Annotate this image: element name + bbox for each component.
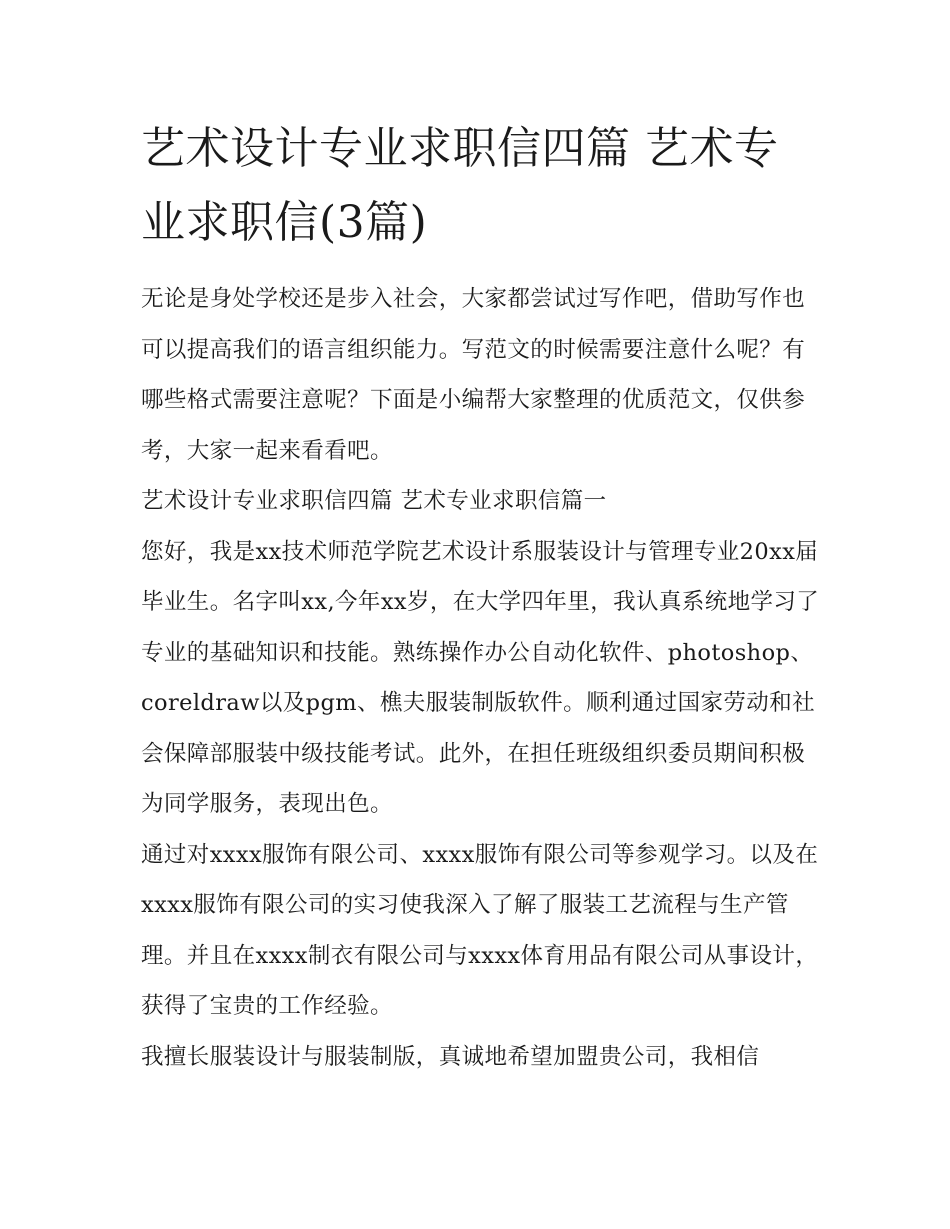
section-heading: 艺术设计专业求职信四篇 艺术专业求职信篇一: [141, 488, 607, 514]
body-paragraph-2: 通过对xxxx服饰有限公司、xxxx服饰有限公司等参观学习。以及在xxxx服饰有限公司的实习使我深入了解了服装工艺流程与生产管理。并且在xxxx制衣有限公司与xxxx体育用品有限公司从事设计，获得了宝贵的工作经验。: [141, 841, 819, 1019]
document-page: [141, 112, 821, 1082]
document-title: 艺术设计专业求职信四篇 艺术专业求职信(3篇): [141, 123, 779, 248]
intro-paragraph: 无论是身处学校还是步入社会，大家都尝试过写作吧，借助写作也可以提高我们的语言组织能力。写范文的时候需要注意什么呢？有哪些格式需要注意呢？下面是小编帮大家整理的优质范文，仅供参考，大家一起来看看吧。: [141, 286, 806, 464]
body-paragraph-3: 我擅长服装设计与服装制版，真诚地希望加盟贵公司，我相信: [141, 1043, 760, 1070]
body-paragraph-1: 您好，我是xx技术师范学院艺术设计系服装设计与管理专业20xx届毕业生。名字叫xx,今年xx岁，在大学四年里，我认真系统地学习了专业的基础知识和技能。熟练操作办公自动化软件、photoshop、coreldraw以及pgm、樵夫服装制版软件。顺利通过国家劳动和社会保障部服装中级技能考试。此外，在担任班级组织委员期间积极为同学服务，表现出色。: [141, 538, 820, 817]
